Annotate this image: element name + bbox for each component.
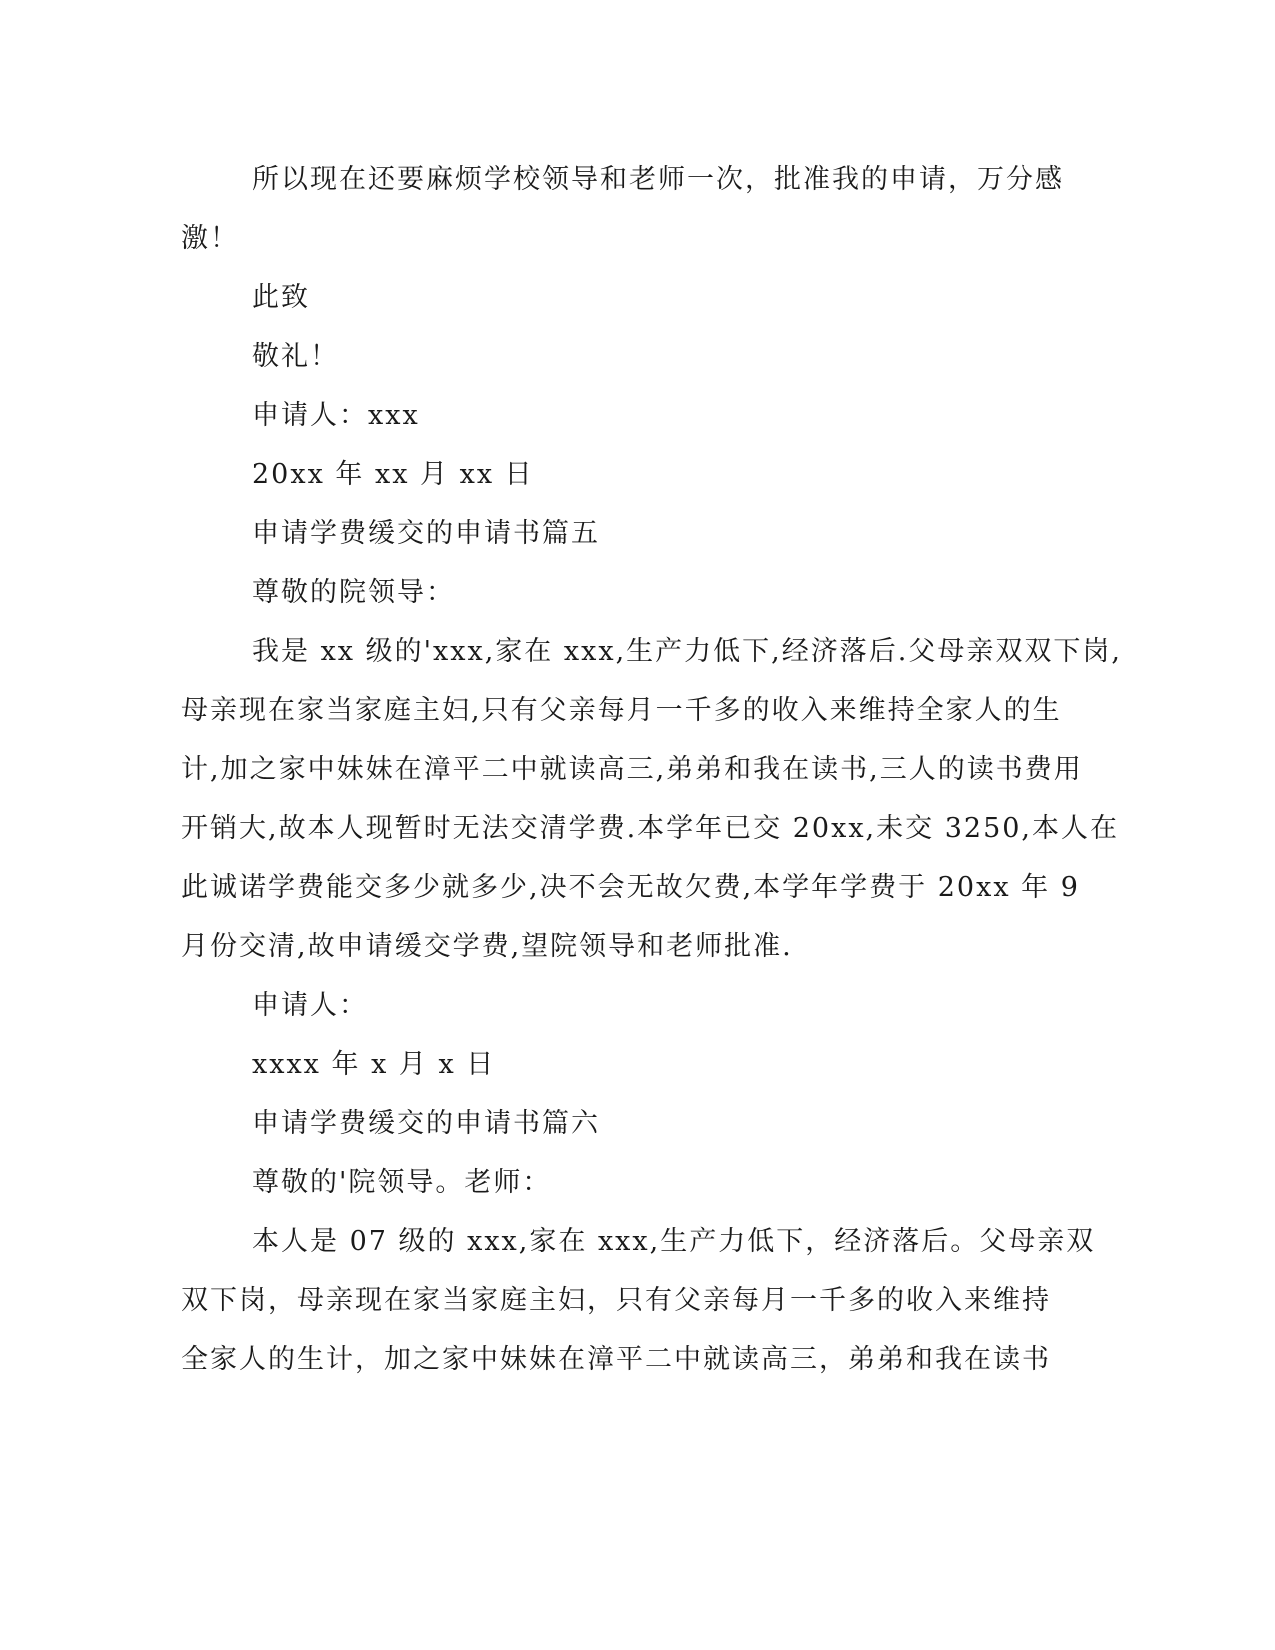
section-title-five: 申请学费缓交的申请书篇五 — [252, 518, 600, 549]
salutation-cizhi: 此致 — [252, 282, 310, 313]
date-line-2: xxxx 年 x 月 x 日 — [252, 1049, 496, 1080]
greeting-line: 尊敬的院领导： — [252, 577, 455, 608]
body-paragraph-five-line-4: 开销大,故本人现暂时无法交清学费.本学年已交 20xx,未交 3250,本人在 — [181, 813, 1120, 844]
paragraph-closing-request-line-1: 所以现在还要麻烦学校领导和老师一次，批准我的申请，万分感 — [252, 164, 1064, 195]
body-paragraph-six-line-1: 本人是 07 级的 xxx,家在 xxx,生产力低下，经济落后。父母亲双 — [252, 1226, 1096, 1257]
body-paragraph-five-line-2: 母亲现在家当家庭主妇,只有父亲每月一千多的收入来维持全家人的生 — [181, 695, 1062, 726]
salutation-jingli: 敬礼！ — [252, 341, 339, 372]
applicant-line: 申请人：xxx — [252, 400, 420, 431]
section-title-six: 申请学费缓交的申请书篇六 — [252, 1108, 600, 1139]
body-paragraph-five-line-6: 月份交清,故申请缓交学费,望院领导和老师批准. — [181, 931, 793, 962]
greeting-line-2: 尊敬的'院领导。老师： — [252, 1167, 552, 1198]
applicant-line-2: 申请人： — [252, 990, 368, 1021]
body-paragraph-five-line-1: 我是 xx 级的'xxx,家在 xxx,生产力低下,经济落后.父母亲双双下岗, — [252, 636, 1122, 667]
paragraph-closing-request-line-2: 激！ — [181, 223, 239, 254]
body-paragraph-six-line-2: 双下岗，母亲现在家当家庭主妇，只有父亲每月一千多的收入来维持 — [181, 1285, 1051, 1316]
date-line: 20xx 年 xx 月 xx 日 — [252, 459, 534, 490]
body-paragraph-six-line-3: 全家人的生计，加之家中妹妹在漳平二中就读高三，弟弟和我在读书 — [181, 1344, 1051, 1375]
body-paragraph-five-line-3: 计,加之家中妹妹在漳平二中就读高三,弟弟和我在读书,三人的读书费用 — [181, 754, 1083, 785]
body-paragraph-five-line-5: 此诚诺学费能交多少就多少,决不会无故欠费,本学年学费于 20xx 年 9 — [181, 872, 1080, 903]
